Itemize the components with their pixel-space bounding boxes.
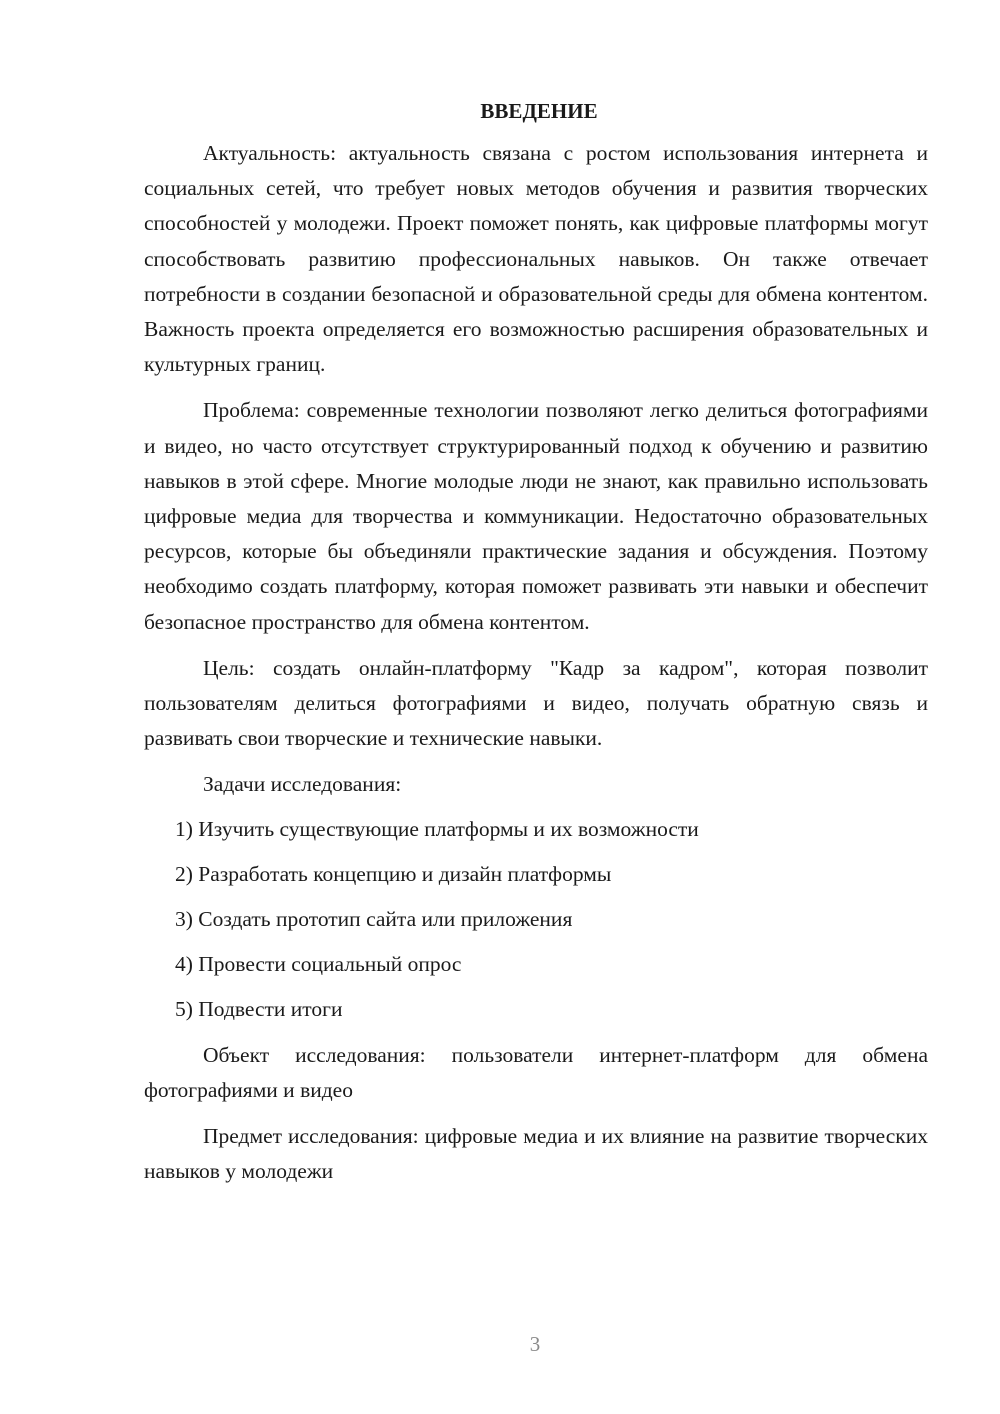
paragraph-goal: Цель: создать онлайн-платформу "Кадр за кадром", которая позволит пользователям делиться фотографиями и видео, получать обратную связь и развивать свои творческие и технические навыки. bbox=[144, 655, 928, 751]
tasks-heading: Задачи исследования: bbox=[203, 772, 402, 797]
paragraph-problem: Проблема: современные технологии позволяют легко делиться фотографиями и видео, но часто отсутствует структурированный подход к обучению и развитию навыков в этой сфере. Многие молодые люди не знают, как правильно использовать цифровые медиа для творчества и коммуникации. Недостаточно образовательных ресурсов, которые бы объединяли практические задания и обсуждения. Поэтому необходимо создать платформу, которая поможет развивать эти навыки и обеспечит безопасное пространство для обмена контентом. bbox=[144, 398, 928, 634]
paragraph-object: Объект исследования: пользователи интернет-платформ для обмена фотографиями и видео bbox=[144, 1042, 928, 1102]
section-title: ВВЕДЕНИЕ bbox=[480, 99, 598, 123]
paragraph-subject: Предмет исследования: цифровые медиа и их влияние на развитие творческих навыков у молодежи bbox=[144, 1124, 928, 1184]
page-content bbox=[144, 96, 928, 1200]
task-item: 3) Создать прототип сайта или приложения bbox=[175, 907, 573, 932]
task-item: 4) Провести социальный опрос bbox=[175, 952, 462, 977]
task-item: 2) Разработать концепцию и дизайн платформы bbox=[175, 861, 612, 886]
task-item: 1) Изучить существующие платформы и их возможности bbox=[175, 816, 699, 841]
tasks-list bbox=[144, 812, 928, 1028]
paragraph-relevance: Актуальность: актуальность связана с ростом использования интернета и социальных сетей, что требует новых методов обучения и развития творческих способностей у молодежи. Проект поможет понять, как цифровые платформы могут способствовать развитию профессиональных навыков. Он также отвечает потребности в создании безопасной и образовательной среды для обмена контентом. Важность проекта определяется его возможностью расширения образовательных и культурных границ. bbox=[144, 141, 928, 377]
page-number: 3 bbox=[529, 1332, 541, 1356]
task-item: 5) Подвести итоги bbox=[175, 997, 343, 1022]
